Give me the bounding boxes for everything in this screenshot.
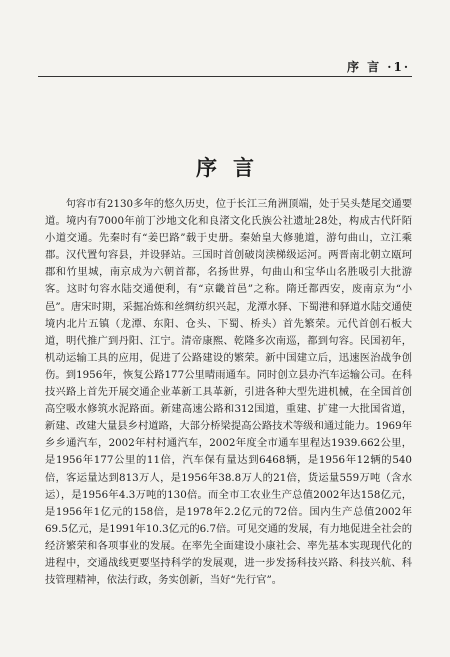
page-title: 序言: [196, 155, 270, 180]
running-head: 序 言 ·1·: [346, 60, 410, 74]
page-header: [0, 0, 450, 78]
header-rule: [38, 76, 412, 77]
body-paragraph: 句容市有2130多年的悠久历史，位于长江三角洲顶端，处于吴头楚尾交通要道。境内有7000年前丁沙地文化和良渚文化氏族公社遗址28处，构成古代阡陌小道交通。先秦时有“姜巴路”载于史册。秦始皇大修驰道，游句曲山，立江乘郡。汉代置句容县，并设驿站。三国时首创破岗渎梯级运河。两晋南北朝立瓯珂郡和竹里城，南京成为六朝首都，名扬世界，句曲山和宝华山名胜吸引大批游客。这时句容水陆交通便利，有“京畿首邑”之称。隋迁都西安，废南京为“小邑”。唐宋时期，采掘冶炼和丝绸纺织兴起，龙潭水驿、下蜀港和驿道水陆交通使境内北片五镇（龙潭、东阳、仓头、下蜀、桥头）首先繁荣。元代首创石板大道，明代推广到丹阳、江宁。清帝康熙、乾隆多次南巡，都到句容。民国初年，机动运输工具的应用，促进了公路建设的繁荣。新中国建立后，迅速医治战争创伤。到1956年，恢复公路177公里晴雨通车。同时创立县办汽车运输公司。在科技兴路上首先开展交通企业革新工具革新，引进各种大型先进机械，在全国首创高空吸水修筑水泥路面。新建高速公路和312国道，重建、扩建一大批国省道，新建、改建大量县乡村道路，大部分桥梁提高公路技术等级和通过能力。1969年乡乡通汽车，2002年村村通汽车，2002年度全市通车里程达1939.662公里，是1956年177公里的11倍，汽车保有量达到6468辆，是1956年12辆的540倍，客运量达到813万人，是1956年38.8万人的21倍，货运量559万吨（含水运），是1956年4.3万吨的130倍。而全市工农业生产总值2002年达158亿元，是1956年1亿元的158倍，是1978年2.2亿元的72倍。国内生产总值2002年69.5亿元，是1991年10.3亿元的6.7倍。可见交通的发展，有力地促进全社会的经济繁荣和各项事业的发展。在率先全面建设小康社会、率先基本实现现代化的进程中，交通战线更要坚持科学的发展观，进一步发扬科技兴路、科技兴航、科技管理精神，依法行政，务实创新，当好“先行官”。: [45, 198, 412, 587]
